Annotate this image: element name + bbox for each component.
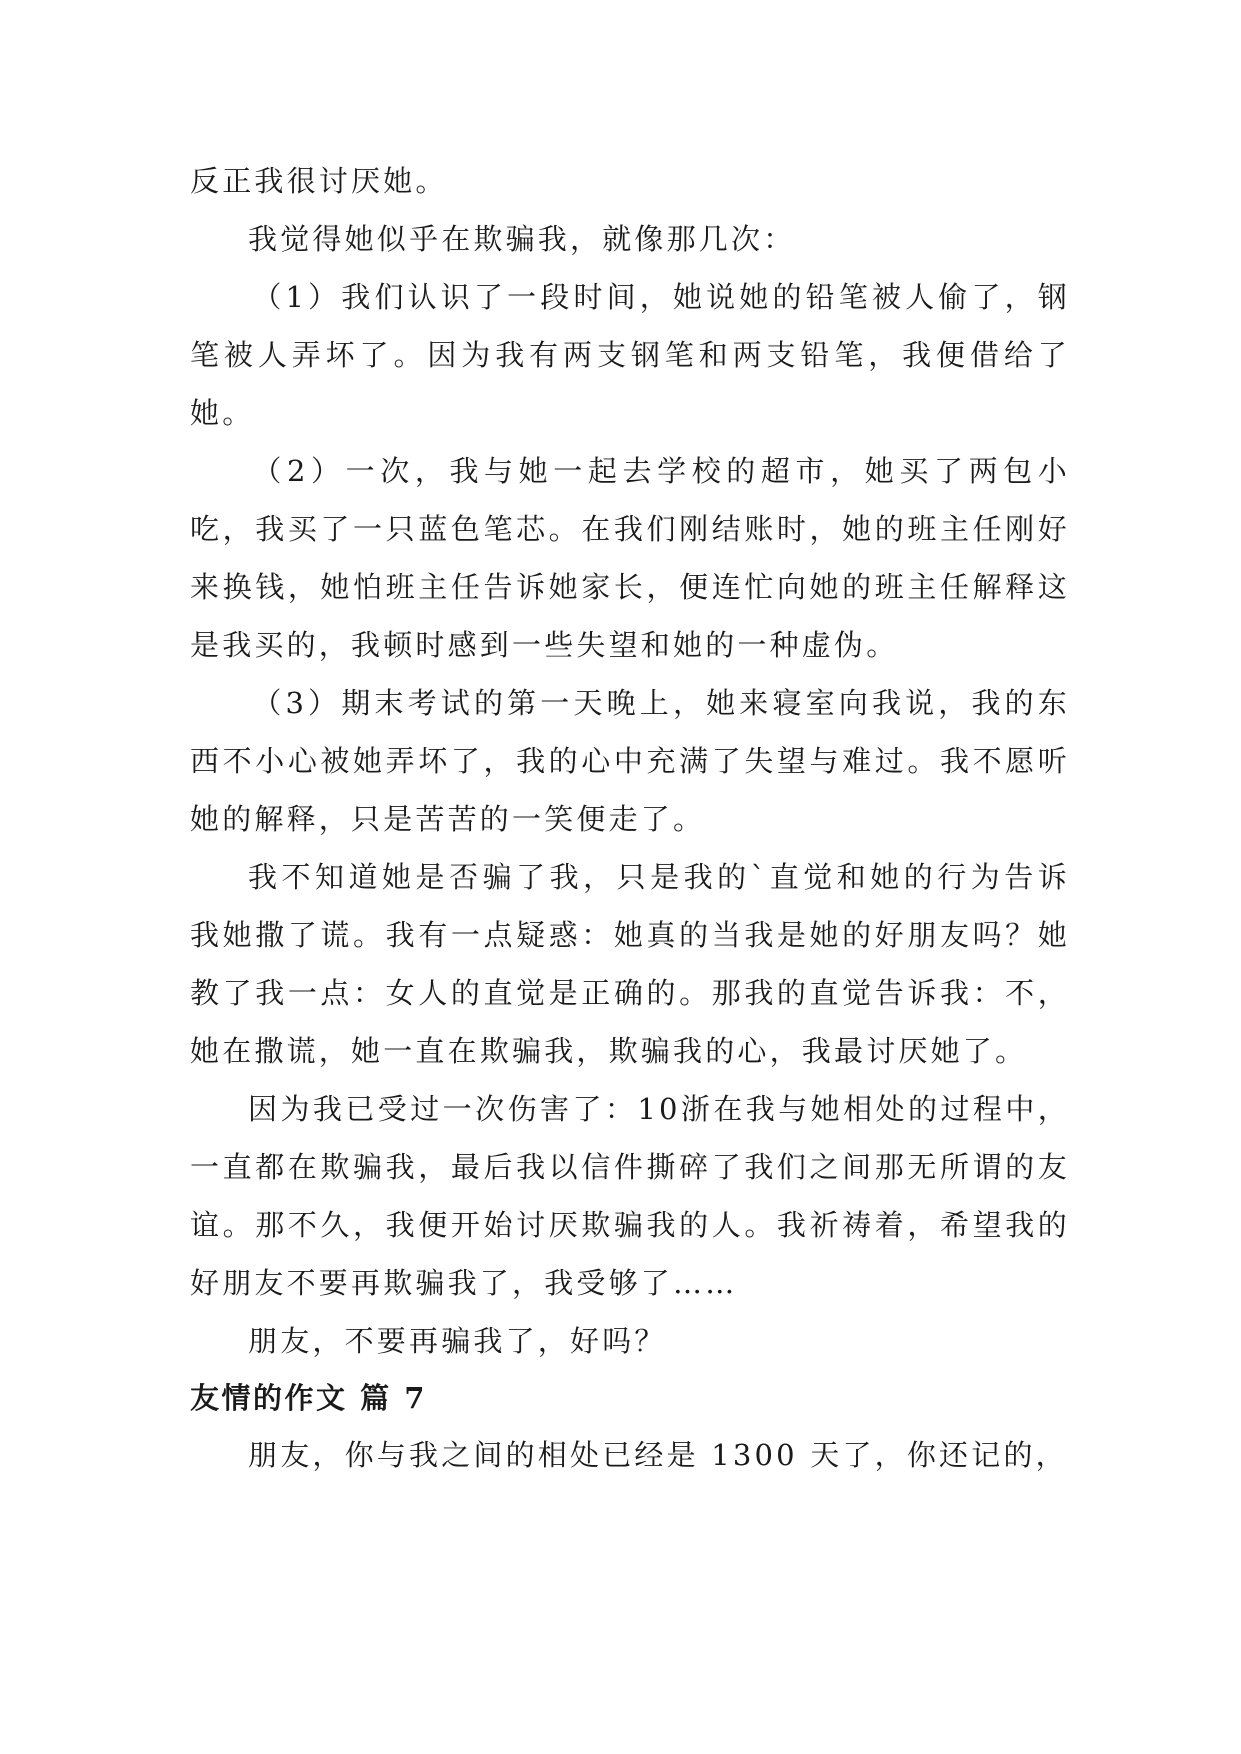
paragraph-item-1: （1）我们认识了一段时间，她说她的铅笔被人偷了，钢笔被人弄坏了。因为我有两支钢笔和两支铅笔，我便借给了她。 xyxy=(190,280,1070,430)
paragraph-continuation: 反正我很讨厌她。 xyxy=(190,164,448,198)
document-page xyxy=(190,152,1070,1484)
paragraph-next-essay: 朋友，你与我之间的相处已经是 1300 天了，你还记的， xyxy=(248,1438,1068,1472)
paragraph-item-2: （2）一次，我与她一起去学校的超市，她买了两包小吃，我买了一只蓝色笔芯。在我们刚结账时，她的班主任刚好来换钱，她怕班主任告诉她家长，便连忙向她的班主任解释这是我买的，我顿时感到一些失望和她的一种虚伪。 xyxy=(190,454,1070,662)
paragraph-intro: 我觉得她似乎在欺骗我，就像那几次： xyxy=(248,222,796,256)
paragraph-closing: 朋友，不要再骗我了，好吗？ xyxy=(248,1324,667,1358)
section-heading: 友情的作文 篇 7 xyxy=(190,1381,427,1415)
paragraph-item-3: （3）期末考试的第一天晚上，她来寝室向我说，我的东西不小心被她弄坏了，我的心中充满了失望与难过。我不愿听她的解释，只是苦苦的一笑便走了。 xyxy=(190,686,1070,836)
paragraph-reflection: 我不知道她是否骗了我，只是我的`直觉和她的行为告诉我她撒了谎。我有一点疑惑：她真的当我是她的好朋友吗？她教了我一点：女人的直觉是正确的。那我的直觉告诉我：不，她在撒谎，她一直在欺骗我，欺骗我的心，我最讨厌她了。 xyxy=(190,860,1070,1068)
paragraph-past-hurt: 因为我已受过一次伤害了：10浙在我与她相处的过程中，一直都在欺骗我，最后我以信件撕碎了我们之间那无所谓的友谊。那不久，我便开始讨厌欺骗我的人。我祈祷着，希望我的好朋友不要再欺骗我了，我受够了…… xyxy=(190,1092,1070,1300)
